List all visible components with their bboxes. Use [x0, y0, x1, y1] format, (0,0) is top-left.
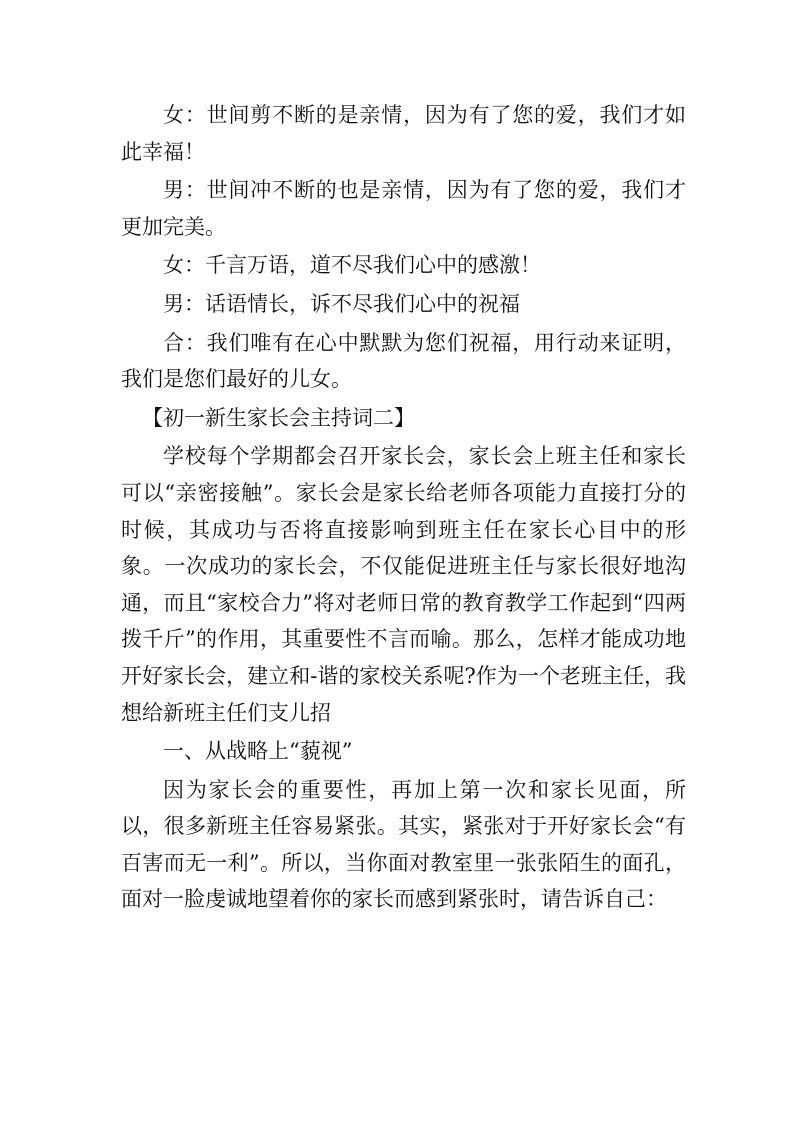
- dialogue-line-male-2: 男：话语情长，诉不尽我们心中的祝福: [163, 291, 520, 316]
- section-heading: 【初一新生家长会主持词二】: [142, 405, 415, 430]
- document-body: [121, 97, 686, 920]
- dialogue-line-together: 合：我们唯有在心中默默为您们祝福，用行动来证明，我们是您们最好的儿女。: [121, 330, 686, 392]
- body-paragraph-intro: 学校每个学期都会召开家长会，家长会上班主任和家长可以“亲密接触”。家长会是家长给老师各项能力直接打分的时候，其成功与否将直接影响到班主任在家长心目中的形象。一次成功的家长会，不仅能促进班主任与家长很好地沟通，而且“家校合力”将对老师日常的教育教学工作起到“四两拨千斤”的作用，其重要性不言而喻。那么，怎样才能成功地开好家长会，建立和-谐的家校关系呢?作为一个老班主任，我想给新班主任们支儿招: [121, 444, 686, 725]
- dialogue-line-female-2: 女：千言万语，道不尽我们心中的感激！: [163, 253, 541, 278]
- subheading-strategy: 一、从战略上“藐视”: [163, 739, 353, 764]
- dialogue-line-female-1: 女：世间剪不断的是亲情，因为有了您的爱，我们才如此幸福！: [121, 103, 686, 164]
- dialogue-line-male-1: 男：世间冲不断的也是亲情，因为有了您的爱，我们才更加完美。: [121, 178, 686, 239]
- body-paragraph-nervous: 因为家长会的重要性，再加上第一次和家长见面，所以，很多新班主任容易紧张。其实，紧张对于开好家长会“有百害而无一利”。所以，当你面对教室里一张张陌生的面孔，面对一脸虔诚地望着你的家长而感到紧张时，请告诉自己：: [121, 777, 686, 912]
